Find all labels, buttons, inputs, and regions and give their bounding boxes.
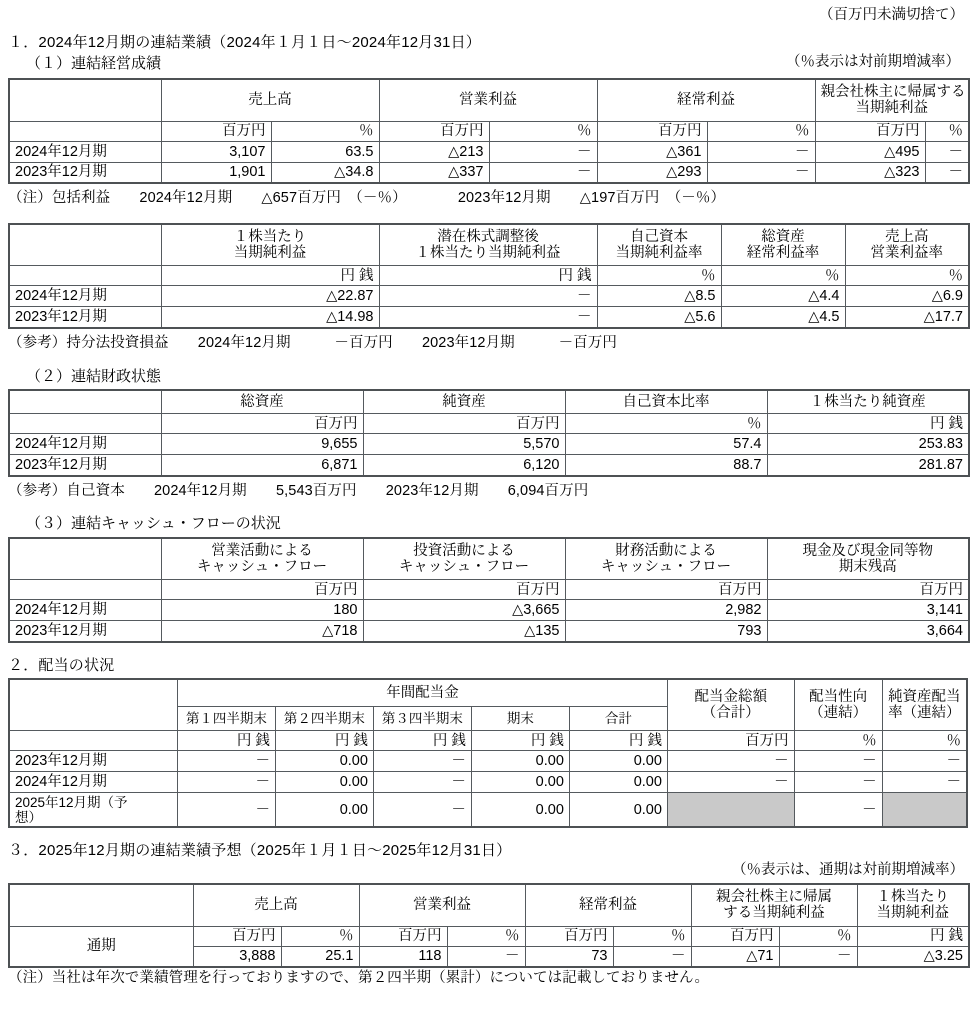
header-eps bbox=[857, 884, 969, 926]
unit-cell: ％ bbox=[721, 266, 845, 286]
cell-value: － bbox=[794, 793, 882, 827]
unit-cell: ％ bbox=[271, 121, 379, 141]
cell-value: 88.7 bbox=[565, 455, 767, 476]
unit-cell: 円 銭 bbox=[177, 731, 275, 751]
header-net-assets: 純資産 bbox=[363, 390, 565, 414]
cell-value: 281.87 bbox=[767, 455, 969, 476]
cell-value: － bbox=[177, 751, 275, 772]
table-header-row bbox=[9, 884, 969, 926]
row-label: 通期 bbox=[9, 926, 193, 967]
table-row bbox=[9, 621, 969, 642]
header-total-assets: 総資産 bbox=[161, 390, 363, 414]
header-ordinary-income: 経常利益 bbox=[525, 884, 691, 926]
cell-value: 0.00 bbox=[275, 793, 373, 827]
row-label: 2024年12月期 bbox=[9, 286, 161, 307]
cell-value: － bbox=[489, 162, 597, 183]
table-row bbox=[9, 751, 967, 772]
table-row bbox=[9, 307, 969, 328]
cell-value: △323 bbox=[815, 162, 925, 183]
table-unit-row bbox=[9, 580, 969, 600]
cell-value: 118 bbox=[359, 946, 447, 967]
table-row bbox=[9, 434, 969, 455]
header-line1: １株当たり bbox=[233, 228, 307, 245]
cell-value: － bbox=[707, 141, 815, 162]
cell-value: 0.00 bbox=[569, 751, 667, 772]
cell-value-shaded bbox=[882, 793, 967, 827]
cell-value: △34.8 bbox=[271, 162, 379, 183]
unit-cell: 百万円 bbox=[767, 580, 969, 600]
row-label: 2024年12月期 bbox=[9, 600, 161, 621]
unit-cell: 百万円 bbox=[161, 414, 363, 434]
unit-cell: 百万円 bbox=[161, 580, 363, 600]
header-net-sales: 売上高 bbox=[193, 884, 359, 926]
header-blank bbox=[9, 538, 161, 580]
header-line1: 純資産配当 bbox=[888, 688, 961, 705]
cell-value: － bbox=[373, 751, 471, 772]
cell-value: － bbox=[667, 751, 794, 772]
unit-cell: ％ bbox=[613, 926, 691, 946]
unit-cell: 円 銭 bbox=[471, 731, 569, 751]
unit-cell: ％ bbox=[794, 731, 882, 751]
row-label: 2023年12月期 bbox=[9, 751, 177, 772]
cell-value: － bbox=[613, 946, 691, 967]
cell-value: 0.00 bbox=[471, 793, 569, 827]
cell-value: 6,120 bbox=[363, 455, 565, 476]
row-label: 2024年12月期 bbox=[9, 141, 161, 162]
cell-value: 3,664 bbox=[767, 621, 969, 642]
unit-cell: ％ bbox=[281, 926, 359, 946]
forecast-table bbox=[8, 883, 970, 968]
table-unit-row bbox=[9, 266, 969, 286]
subheader-total: 合計 bbox=[569, 707, 667, 731]
unit-cell: 百万円 bbox=[363, 414, 565, 434]
header-roa bbox=[721, 224, 845, 266]
header-line1: 売上高 bbox=[885, 228, 929, 245]
cell-value: 2,982 bbox=[565, 600, 767, 621]
table-row bbox=[9, 141, 969, 162]
unit-cell: ％ bbox=[845, 266, 969, 286]
cell-value: △22.87 bbox=[161, 286, 379, 307]
cell-value: 57.4 bbox=[565, 434, 767, 455]
cell-value: － bbox=[379, 286, 597, 307]
table-row bbox=[9, 600, 969, 621]
header-line1: 投資活動による bbox=[413, 542, 515, 559]
dividend-table bbox=[8, 678, 968, 828]
header-cash-balance bbox=[767, 538, 969, 580]
unit-cell: ％ bbox=[925, 121, 969, 141]
header-operating-margin bbox=[845, 224, 969, 266]
header-diluted-eps bbox=[379, 224, 597, 266]
header-line1: 総資産 bbox=[761, 228, 805, 245]
header-line2: キャッシュ・フロー bbox=[600, 558, 732, 575]
subheader-q3: 第３四半期末 bbox=[373, 707, 471, 731]
cell-value: － bbox=[794, 772, 882, 793]
header-blank bbox=[9, 224, 161, 266]
header-line2: 当期純利益率 bbox=[615, 245, 703, 262]
unit-cell: 円 銭 bbox=[161, 266, 379, 286]
header-ordinary-income: 経常利益 bbox=[597, 79, 815, 121]
cell-value: △718 bbox=[161, 621, 363, 642]
unit-cell: ％ bbox=[565, 414, 767, 434]
cell-value: 25.1 bbox=[281, 946, 359, 967]
unit-cell: 百万円 bbox=[815, 121, 925, 141]
table-row-forecast bbox=[9, 793, 967, 827]
cell-value: － bbox=[373, 793, 471, 827]
cell-value: 5,570 bbox=[363, 434, 565, 455]
unit-cell: 円 銭 bbox=[857, 926, 969, 946]
cell-value: 0.00 bbox=[275, 751, 373, 772]
unit-cell: ％ bbox=[707, 121, 815, 141]
unit-cell: ％ bbox=[447, 926, 525, 946]
table-row bbox=[9, 455, 969, 476]
cell-value: △293 bbox=[597, 162, 707, 183]
unit-cell: ％ bbox=[489, 121, 597, 141]
note-own-capital: （参考）自己資本 2024年12月期 5,543百万円 2023年12月期 6,094百万円 bbox=[8, 482, 589, 499]
cell-value: － bbox=[447, 946, 525, 967]
header-net-sales: 売上高 bbox=[161, 79, 379, 121]
unit-cell: 円 銭 bbox=[569, 731, 667, 751]
cell-value: 253.83 bbox=[767, 434, 969, 455]
unit-blank bbox=[9, 414, 161, 434]
header-blank bbox=[9, 79, 161, 121]
header-line1: 自己資本 bbox=[630, 228, 688, 245]
row-label: 2024年12月期 bbox=[9, 434, 161, 455]
header-line2: 経常利益率 bbox=[746, 245, 820, 262]
cell-value: － bbox=[379, 307, 597, 328]
section1-sub1-note: （％表示は対前期増減率） bbox=[786, 54, 960, 71]
row-label-line2: 想） bbox=[15, 809, 42, 825]
cell-value: △135 bbox=[363, 621, 565, 642]
table-unit-row bbox=[9, 414, 969, 434]
cell-value: 3,141 bbox=[767, 600, 969, 621]
header-financing-cf bbox=[565, 538, 767, 580]
unit-cell: 百万円 bbox=[597, 121, 707, 141]
cell-value: － bbox=[925, 141, 969, 162]
cell-value: △71 bbox=[691, 946, 779, 967]
header-operating-income: 営業利益 bbox=[359, 884, 525, 926]
cell-value: 0.00 bbox=[275, 772, 373, 793]
section3-note: （％表示は、通期は対前期増減率） bbox=[732, 862, 964, 879]
cell-value: 6,871 bbox=[161, 455, 363, 476]
row-label bbox=[9, 793, 177, 827]
cell-value: △17.7 bbox=[845, 307, 969, 328]
unit-cell: ％ bbox=[882, 731, 967, 751]
subheader-q2: 第２四半期末 bbox=[275, 707, 373, 731]
unit-cell: ％ bbox=[597, 266, 721, 286]
cell-value: △495 bbox=[815, 141, 925, 162]
table-header-row bbox=[9, 390, 969, 414]
header-net-income-parent bbox=[691, 884, 857, 926]
unit-cell: 百万円 bbox=[161, 121, 271, 141]
consolidated-results-table bbox=[8, 78, 970, 184]
cell-value: － bbox=[925, 162, 969, 183]
cell-value: △3,665 bbox=[363, 600, 565, 621]
unit-blank bbox=[9, 580, 161, 600]
header-line2: （合計） bbox=[701, 705, 760, 722]
header-line1: 潜在株式調整後 bbox=[437, 228, 539, 245]
row-label-line1: 2025年12月期（予 bbox=[15, 794, 128, 810]
unit-blank bbox=[9, 731, 177, 751]
unit-cell: 百万円 bbox=[379, 121, 489, 141]
header-operating-income: 営業利益 bbox=[379, 79, 597, 121]
header-net-income-parent-line2: 当期純利益 bbox=[855, 100, 928, 117]
table-unit-row bbox=[9, 926, 969, 946]
cell-value: △3.25 bbox=[857, 946, 969, 967]
header-bps: １株当たり純資産 bbox=[767, 390, 969, 414]
unit-cell: 円 銭 bbox=[379, 266, 597, 286]
note-comprehensive-income: （注）包括利益 2024年12月期 △657百万円 （－％） 2023年12月期 △197百万円 （－％） bbox=[8, 190, 726, 207]
header-annual-dividend: 年間配当金 bbox=[177, 679, 667, 707]
table-header-row bbox=[9, 538, 969, 580]
cell-value: △4.4 bbox=[721, 286, 845, 307]
cell-value: 3,107 bbox=[161, 141, 271, 162]
cell-value: － bbox=[489, 141, 597, 162]
header-line1: 親会社株主に帰属 bbox=[716, 889, 832, 906]
per-share-ratio-table bbox=[8, 223, 970, 329]
cell-value: － bbox=[177, 772, 275, 793]
header-line2: （連結） bbox=[809, 705, 868, 722]
header-investing-cf bbox=[363, 538, 565, 580]
cell-value: － bbox=[667, 772, 794, 793]
note-equity-method: （参考）持分法投資損益 2024年12月期 －百万円 2023年12月期 －百万円 bbox=[8, 334, 617, 351]
cell-value: － bbox=[882, 772, 967, 793]
row-label: 2024年12月期 bbox=[9, 772, 177, 793]
row-label: 2023年12月期 bbox=[9, 307, 161, 328]
table-header-row bbox=[9, 79, 969, 121]
cell-value: － bbox=[779, 946, 857, 967]
header-payout-ratio bbox=[794, 679, 882, 731]
section1-sub2-title: （２）連結財政状態 bbox=[26, 367, 162, 385]
header-line1: 配当金総額 bbox=[694, 688, 767, 705]
header-eps bbox=[161, 224, 379, 266]
table-unit-row bbox=[9, 731, 967, 751]
header-blank bbox=[9, 390, 161, 414]
header-line2: 営業利益率 bbox=[870, 245, 943, 262]
cell-value: 3,888 bbox=[193, 946, 281, 967]
table-row bbox=[9, 286, 969, 307]
section2-title: ２．配当の状況 bbox=[8, 656, 115, 674]
cell-value: △4.5 bbox=[721, 307, 845, 328]
header-line2: 当期純利益 bbox=[233, 245, 307, 262]
unit-cell: 円 銭 bbox=[767, 414, 969, 434]
header-line2: 当期純利益 bbox=[876, 905, 949, 922]
footer-note: （注）当社は年次で業績管理を行っておりますので、第２四半期（累計）については記載しておりません。 bbox=[8, 970, 710, 987]
cell-value: △337 bbox=[379, 162, 489, 183]
cashflow-table bbox=[8, 537, 970, 643]
subheader-year-end: 期末 bbox=[471, 707, 569, 731]
unit-cell: 百万円 bbox=[565, 580, 767, 600]
unit-cell: 百万円 bbox=[359, 926, 447, 946]
header-line1: １株当たり bbox=[876, 889, 949, 906]
cell-value: － bbox=[882, 751, 967, 772]
unit-cell: 百万円 bbox=[363, 580, 565, 600]
financial-position-table bbox=[8, 389, 970, 477]
cell-value: △5.6 bbox=[597, 307, 721, 328]
cell-value: 0.00 bbox=[569, 772, 667, 793]
table-header-row-group bbox=[9, 679, 967, 707]
cell-value: △6.9 bbox=[845, 286, 969, 307]
section1-sub1-title: （１）連結経営成績 bbox=[26, 55, 162, 73]
rounding-note: （百万円未満切捨て） bbox=[819, 7, 964, 23]
header-equity-ratio: 自己資本比率 bbox=[565, 390, 767, 414]
table-row bbox=[9, 162, 969, 183]
row-label: 2023年12月期 bbox=[9, 455, 161, 476]
section1-title: １．2024年12月期の連結業績（2024年１月１日～2024年12月31日） bbox=[8, 33, 481, 51]
row-label: 2023年12月期 bbox=[9, 621, 161, 642]
cell-value: 0.00 bbox=[471, 751, 569, 772]
cell-value: － bbox=[707, 162, 815, 183]
cell-value: 793 bbox=[565, 621, 767, 642]
cell-value: 63.5 bbox=[271, 141, 379, 162]
unit-cell: 円 銭 bbox=[275, 731, 373, 751]
header-line1: 財務活動による bbox=[615, 542, 717, 559]
section3-title: ３．2025年12月期の連結業績予想（2025年１月１日～2025年12月31日） bbox=[8, 841, 512, 859]
cell-value: 0.00 bbox=[569, 793, 667, 827]
header-line1: 配当性向 bbox=[809, 688, 868, 705]
unit-cell: 百万円 bbox=[193, 926, 281, 946]
header-line2: １株当たり当期純利益 bbox=[415, 245, 561, 262]
cell-value: △8.5 bbox=[597, 286, 721, 307]
cell-value-shaded bbox=[667, 793, 794, 827]
cell-value: △14.98 bbox=[161, 307, 379, 328]
header-net-income-parent-line1: 親会社株主に帰属する bbox=[820, 84, 966, 101]
header-total-dividend bbox=[667, 679, 794, 731]
cell-value: － bbox=[373, 772, 471, 793]
unit-cell: 百万円 bbox=[667, 731, 794, 751]
unit-blank bbox=[9, 266, 161, 286]
cell-value: △213 bbox=[379, 141, 489, 162]
table-row bbox=[9, 772, 967, 793]
cell-value: 180 bbox=[161, 600, 363, 621]
header-line2: キャッシュ・フロー bbox=[196, 558, 328, 575]
subheader-q1: 第１四半期末 bbox=[177, 707, 275, 731]
header-net-income-parent bbox=[815, 79, 969, 121]
cell-value: 9,655 bbox=[161, 434, 363, 455]
cell-value: 0.00 bbox=[471, 772, 569, 793]
unit-blank bbox=[9, 121, 161, 141]
unit-cell: 百万円 bbox=[691, 926, 779, 946]
header-line1: 現金及び現金同等物 bbox=[802, 542, 933, 559]
header-line2: キャッシュ・フロー bbox=[398, 558, 530, 575]
header-roe bbox=[597, 224, 721, 266]
header-line2: 率（連結） bbox=[888, 705, 961, 722]
unit-cell: 百万円 bbox=[525, 926, 613, 946]
header-blank bbox=[9, 884, 193, 926]
header-blank bbox=[9, 679, 177, 731]
header-line1: 営業活動による bbox=[211, 542, 313, 559]
cell-value: △361 bbox=[597, 141, 707, 162]
table-header-row bbox=[9, 224, 969, 266]
header-dividend-on-equity bbox=[882, 679, 967, 731]
unit-cell: 円 銭 bbox=[373, 731, 471, 751]
section1-sub3-title: （３）連結キャッシュ・フローの状況 bbox=[26, 515, 281, 533]
header-line2: 期末残高 bbox=[838, 558, 897, 575]
cell-value: 73 bbox=[525, 946, 613, 967]
unit-cell: ％ bbox=[779, 926, 857, 946]
header-operating-cf bbox=[161, 538, 363, 580]
cell-value: 1,901 bbox=[161, 162, 271, 183]
cell-value: － bbox=[177, 793, 275, 827]
cell-value: － bbox=[794, 751, 882, 772]
row-label: 2023年12月期 bbox=[9, 162, 161, 183]
header-line2: する当期純利益 bbox=[723, 905, 825, 922]
table-unit-row bbox=[9, 121, 969, 141]
